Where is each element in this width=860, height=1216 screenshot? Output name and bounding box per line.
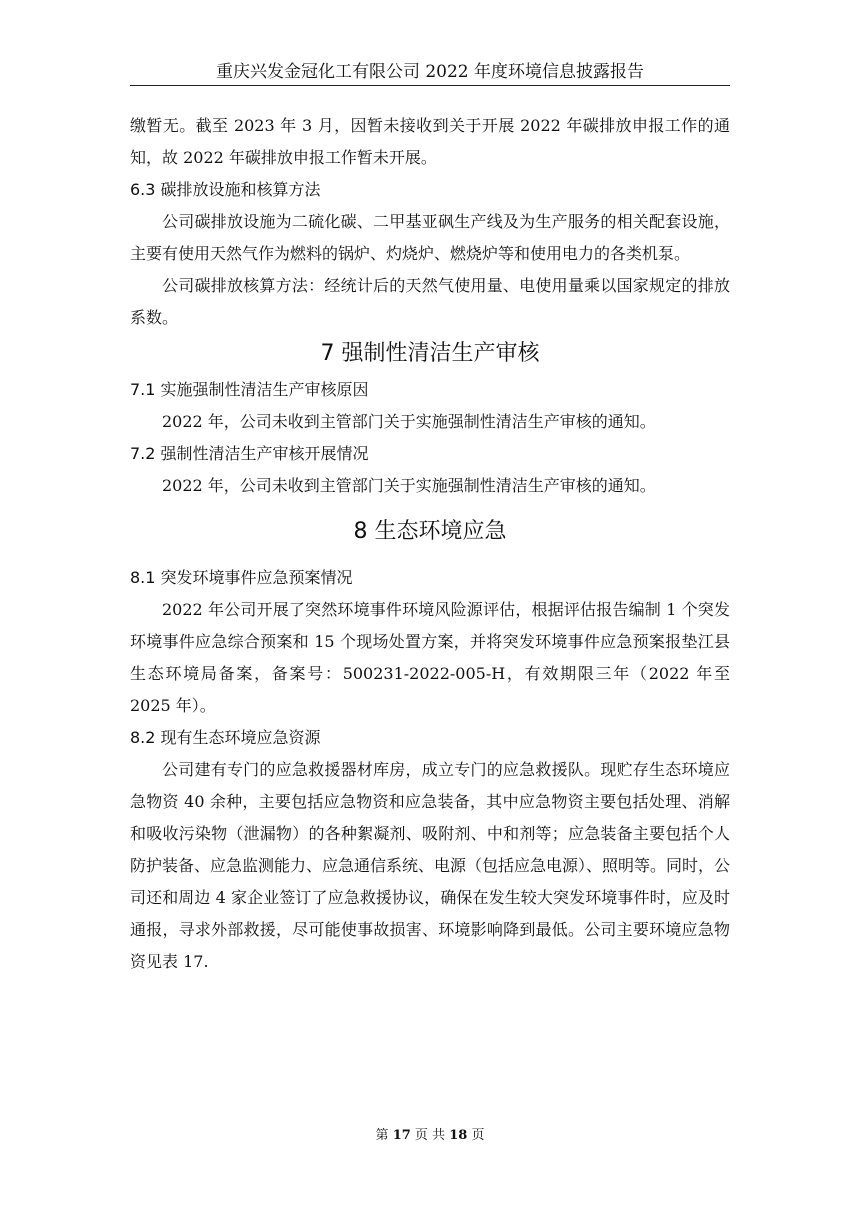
running-header: 重庆兴发金冠化工有限公司 2022 年度环境信息披露报告: [215, 62, 645, 82]
spacer: [130, 552, 730, 562]
spacer: [130, 502, 730, 512]
section-7-2-heading: 7.2 强制性清洁生产审核开展情况: [130, 444, 369, 463]
section-6-3-heading: 6.3 碳排放设施和核算方法: [130, 180, 321, 199]
footer-middle: 页 共: [414, 1128, 446, 1143]
section-8-2-paragraph: 公司建有专门的应急救援器材库房，成立专门的应急救援队。现贮存生态环境应急物资 40 余种，主要包括应急物资和应急装备，其中应急物资主要包括处理、消解和吸收污染物（泄漏物）的各种絮凝剂、吸附剂、中和剂等；应急装备主要包括个人防护装备、应急监测能力、应急通信系统、电源（包括应急电源）、照明等。同时，公司还和周边 4 家企业签订了应急救援协议，确保在发生较大突发环境事件时，应及时通报，寻求外部救援，尽可能使事故损害、环境影响降到最低。公司主要环境应急物资见表 17.: [130, 760, 731, 971]
section-6-continuation-paragraph: 缴暂无。截至 2023 年 3 月，因暂未接收到关于开展 2022 年碳排放申报工作的通知，故 2022 年碳排放申报工作暂未开展。: [130, 116, 730, 167]
footer-suffix: 页: [471, 1128, 485, 1143]
current-page-number: 17: [392, 1128, 411, 1143]
section-7-title: 7 强制性清洁生产审核: [320, 341, 540, 366]
section-8-1-heading: 8.1 突发环境事件应急预案情况: [130, 568, 353, 587]
page-body: [130, 110, 730, 978]
section-7-1-paragraph: 2022 年，公司未收到主管部门关于实施强制性清洁生产审核的通知。: [162, 412, 656, 431]
section-8-2-heading: 8.2 现有生态环境应急资源: [130, 728, 321, 747]
section-6-3-paragraph-method: 公司碳排放核算方法：经统计后的天然气使用量、电使用量乘以国家规定的排放系数。: [130, 276, 730, 327]
section-7-2-paragraph: 2022 年，公司未收到主管部门关于实施强制性清洁生产审核的通知。: [162, 476, 656, 495]
total-page-count: 18: [449, 1128, 468, 1143]
section-6-3-paragraph-facilities: 公司碳排放设施为二硫化碳、二甲基亚砜生产线及为生产服务的相关配套设施，主要有使用天然气作为燃料的锅炉、灼烧炉、燃烧炉等和使用电力的各类机泵。: [130, 212, 730, 263]
section-8-1-paragraph: 2022 年公司开展了突然环境事件环境风险源评估，根据评估报告编制 1 个突发环境事件应急综合预案和 15 个现场处置方案，并将突发环境事件应急预案报垫江县生态环境局备案，备案号：500231-2022-005-H，有效期限三年（2022 年至 2025 年）。: [130, 600, 730, 715]
header-divider: [130, 85, 730, 86]
section-7-1-heading: 7.1 实施强制性清洁生产审核原因: [130, 380, 369, 399]
page-footer: [0, 1126, 860, 1146]
footer-prefix: 第: [375, 1128, 389, 1143]
section-8-title: 8 生态环境应急: [353, 519, 507, 544]
